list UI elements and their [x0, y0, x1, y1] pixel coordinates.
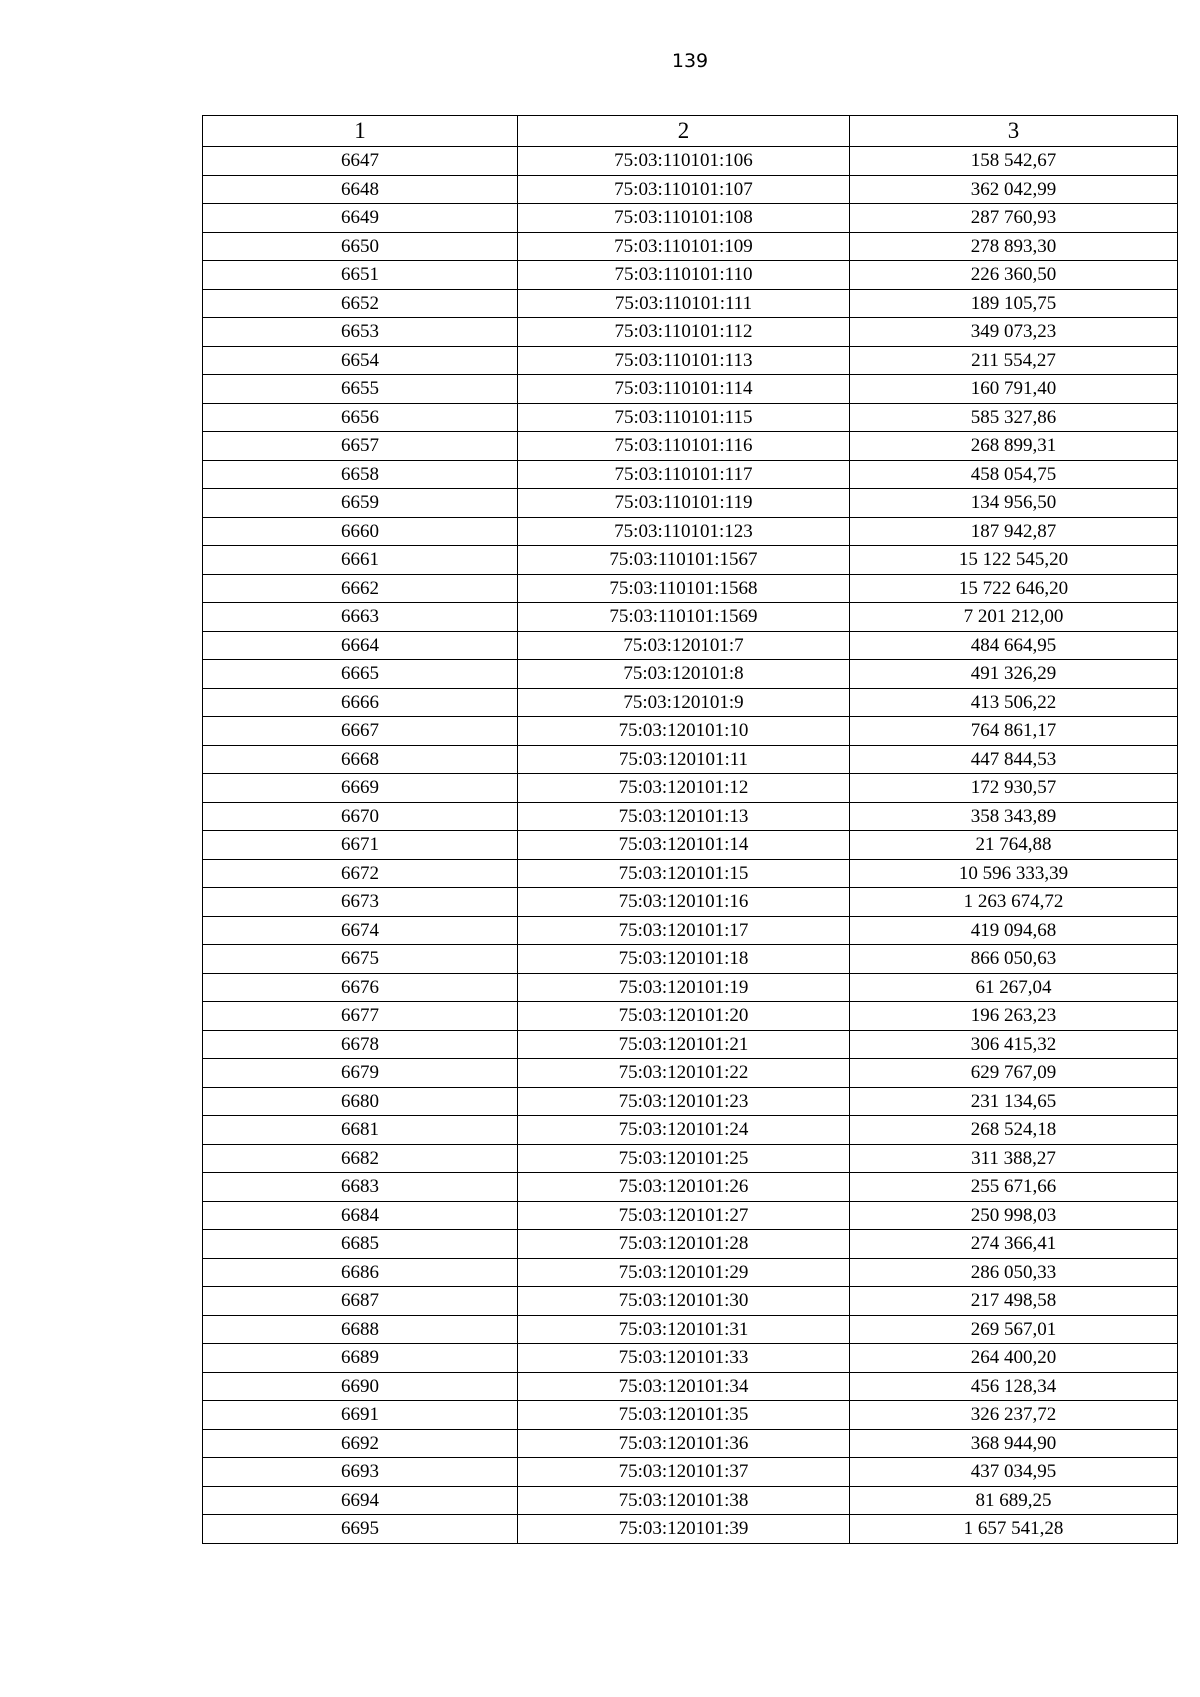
row-number-cell: 6656 [203, 403, 518, 432]
cadastral-number-cell: 75:03:120101:9 [518, 688, 850, 717]
table-row [203, 1002, 1178, 1031]
cadastral-number-cell: 75:03:110101:1569 [518, 603, 850, 632]
cadastral-value-cell: 189 105,75 [850, 289, 1178, 318]
table-row [203, 831, 1178, 860]
row-number-cell: 6676 [203, 973, 518, 1002]
cadastral-number-cell: 75:03:120101:12 [518, 774, 850, 803]
cadastral-value-cell: 196 263,23 [850, 1002, 1178, 1031]
cadastral-number-cell: 75:03:110101:112 [518, 318, 850, 347]
cadastral-value-cell: 61 267,04 [850, 973, 1178, 1002]
row-number-cell: 6682 [203, 1144, 518, 1173]
cadastral-number-cell: 75:03:120101:16 [518, 888, 850, 917]
cadastral-number-cell: 75:03:110101:123 [518, 517, 850, 546]
cadastral-number-cell: 75:03:120101:7 [518, 631, 850, 660]
cadastral-value-cell: 278 893,30 [850, 232, 1178, 261]
cadastral-number-cell: 75:03:120101:13 [518, 802, 850, 831]
cadastral-number-cell: 75:03:120101:28 [518, 1230, 850, 1259]
cadastral-number-cell: 75:03:120101:35 [518, 1401, 850, 1430]
table-row [203, 717, 1178, 746]
cadastral-value-cell: 368 944,90 [850, 1429, 1178, 1458]
row-number-cell: 6692 [203, 1429, 518, 1458]
table-row [203, 1258, 1178, 1287]
table-row [203, 745, 1178, 774]
table-header-row [203, 116, 1178, 147]
cadastral-value-cell: 413 506,22 [850, 688, 1178, 717]
table-row [203, 945, 1178, 974]
table-row [203, 1116, 1178, 1145]
row-number-cell: 6683 [203, 1173, 518, 1202]
table-row [203, 232, 1178, 261]
cadastral-value-cell: 255 671,66 [850, 1173, 1178, 1202]
cadastral-value-cell: 1 263 674,72 [850, 888, 1178, 917]
cadastral-value-cell: 437 034,95 [850, 1458, 1178, 1487]
table-row [203, 403, 1178, 432]
row-number-cell: 6688 [203, 1315, 518, 1344]
row-number-cell: 6650 [203, 232, 518, 261]
row-number-cell: 6655 [203, 375, 518, 404]
table-row [203, 489, 1178, 518]
table-row [203, 774, 1178, 803]
table-row [203, 1401, 1178, 1430]
row-number-cell: 6660 [203, 517, 518, 546]
row-number-cell: 6654 [203, 346, 518, 375]
cadastral-number-cell: 75:03:120101:10 [518, 717, 850, 746]
table-row [203, 973, 1178, 1002]
cadastral-value-cell: 306 415,32 [850, 1030, 1178, 1059]
cadastral-number-cell: 75:03:120101:33 [518, 1344, 850, 1373]
cadastral-number-cell: 75:03:120101:21 [518, 1030, 850, 1059]
table-row [203, 346, 1178, 375]
table-row [203, 859, 1178, 888]
cadastral-value-cell: 447 844,53 [850, 745, 1178, 774]
cadastral-value-cell: 15 722 646,20 [850, 574, 1178, 603]
cadastral-value-cell: 1 657 541,28 [850, 1515, 1178, 1544]
cadastral-value-cell: 264 400,20 [850, 1344, 1178, 1373]
cadastral-value-cell: 158 542,67 [850, 147, 1178, 176]
cadastral-value-cell: 172 930,57 [850, 774, 1178, 803]
row-number-cell: 6657 [203, 432, 518, 461]
cadastral-number-cell: 75:03:120101:20 [518, 1002, 850, 1031]
cadastral-value-cell: 269 567,01 [850, 1315, 1178, 1344]
table-row [203, 175, 1178, 204]
cadastral-number-cell: 75:03:110101:107 [518, 175, 850, 204]
cadastral-number-cell: 75:03:110101:1568 [518, 574, 850, 603]
cadastral-value-cell: 268 524,18 [850, 1116, 1178, 1145]
cadastral-number-cell: 75:03:110101:1567 [518, 546, 850, 575]
table-row [203, 660, 1178, 689]
table-row [203, 1059, 1178, 1088]
row-number-cell: 6658 [203, 460, 518, 489]
cadastral-value-cell: 419 094,68 [850, 916, 1178, 945]
table-row [203, 1030, 1178, 1059]
table-row [203, 1230, 1178, 1259]
cadastral-number-cell: 75:03:110101:108 [518, 204, 850, 233]
table-row [203, 1515, 1178, 1544]
cadastral-value-cell: 287 760,93 [850, 204, 1178, 233]
table-row [203, 1315, 1178, 1344]
cadastral-value-cell: 134 956,50 [850, 489, 1178, 518]
table-row [203, 1173, 1178, 1202]
cadastral-number-cell: 75:03:120101:39 [518, 1515, 850, 1544]
cadastral-value-cell: 268 899,31 [850, 432, 1178, 461]
column-header-2: 2 [518, 116, 850, 147]
table-row [203, 204, 1178, 233]
table-row [203, 517, 1178, 546]
table-row [203, 460, 1178, 489]
row-number-cell: 6693 [203, 1458, 518, 1487]
cadastral-value-cell: 286 050,33 [850, 1258, 1178, 1287]
table-row [203, 802, 1178, 831]
row-number-cell: 6664 [203, 631, 518, 660]
row-number-cell: 6694 [203, 1486, 518, 1515]
cadastral-number-cell: 75:03:120101:29 [518, 1258, 850, 1287]
cadastral-value-cell: 231 134,65 [850, 1087, 1178, 1116]
row-number-cell: 6684 [203, 1201, 518, 1230]
row-number-cell: 6691 [203, 1401, 518, 1430]
cadastral-number-cell: 75:03:110101:106 [518, 147, 850, 176]
cadastral-number-cell: 75:03:120101:34 [518, 1372, 850, 1401]
cadastral-value-cell: 250 998,03 [850, 1201, 1178, 1230]
table-row [203, 261, 1178, 290]
cadastral-number-cell: 75:03:120101:36 [518, 1429, 850, 1458]
cadastral-value-cell: 866 050,63 [850, 945, 1178, 974]
row-number-cell: 6685 [203, 1230, 518, 1259]
table-row [203, 375, 1178, 404]
page-number: 139 [671, 50, 709, 72]
cadastral-value-cell: 484 664,95 [850, 631, 1178, 660]
cadastral-number-cell: 75:03:110101:119 [518, 489, 850, 518]
row-number-cell: 6649 [203, 204, 518, 233]
cadastral-value-cell: 458 054,75 [850, 460, 1178, 489]
table-row [203, 1486, 1178, 1515]
row-number-cell: 6686 [203, 1258, 518, 1287]
table-row [203, 916, 1178, 945]
cadastral-number-cell: 75:03:110101:111 [518, 289, 850, 318]
row-number-cell: 6680 [203, 1087, 518, 1116]
row-number-cell: 6665 [203, 660, 518, 689]
row-number-cell: 6647 [203, 147, 518, 176]
row-number-cell: 6669 [203, 774, 518, 803]
cadastral-number-cell: 75:03:120101:37 [518, 1458, 850, 1487]
cadastral-number-cell: 75:03:110101:113 [518, 346, 850, 375]
cadastral-number-cell: 75:03:120101:17 [518, 916, 850, 945]
table-body [203, 147, 1178, 1544]
table-row [203, 1458, 1178, 1487]
cadastral-number-cell: 75:03:120101:22 [518, 1059, 850, 1088]
cadastral-number-cell: 75:03:110101:110 [518, 261, 850, 290]
cadastral-number-cell: 75:03:120101:23 [518, 1087, 850, 1116]
cadastral-value-table [202, 115, 1178, 1544]
cadastral-number-cell: 75:03:110101:117 [518, 460, 850, 489]
cadastral-number-cell: 75:03:120101:25 [518, 1144, 850, 1173]
row-number-cell: 6672 [203, 859, 518, 888]
row-number-cell: 6673 [203, 888, 518, 917]
table-row [203, 1087, 1178, 1116]
table-row [203, 289, 1178, 318]
row-number-cell: 6674 [203, 916, 518, 945]
cadastral-number-cell: 75:03:120101:30 [518, 1287, 850, 1316]
row-number-cell: 6690 [203, 1372, 518, 1401]
cadastral-value-cell: 274 366,41 [850, 1230, 1178, 1259]
cadastral-number-cell: 75:03:120101:18 [518, 945, 850, 974]
cadastral-number-cell: 75:03:120101:15 [518, 859, 850, 888]
cadastral-value-cell: 629 767,09 [850, 1059, 1178, 1088]
column-header-3: 3 [850, 116, 1178, 147]
table-row [203, 1144, 1178, 1173]
row-number-cell: 6667 [203, 717, 518, 746]
cadastral-number-cell: 75:03:120101:27 [518, 1201, 850, 1230]
cadastral-number-cell: 75:03:120101:11 [518, 745, 850, 774]
row-number-cell: 6648 [203, 175, 518, 204]
row-number-cell: 6651 [203, 261, 518, 290]
table-row [203, 1287, 1178, 1316]
row-number-cell: 6653 [203, 318, 518, 347]
row-number-cell: 6689 [203, 1344, 518, 1373]
cadastral-value-cell: 226 360,50 [850, 261, 1178, 290]
cadastral-number-cell: 75:03:110101:116 [518, 432, 850, 461]
cadastral-number-cell: 75:03:120101:38 [518, 1486, 850, 1515]
row-number-cell: 6687 [203, 1287, 518, 1316]
cadastral-value-cell: 456 128,34 [850, 1372, 1178, 1401]
row-number-cell: 6675 [203, 945, 518, 974]
table-row [203, 1344, 1178, 1373]
table-row [203, 574, 1178, 603]
cadastral-number-cell: 75:03:120101:14 [518, 831, 850, 860]
row-number-cell: 6666 [203, 688, 518, 717]
cadastral-number-cell: 75:03:120101:8 [518, 660, 850, 689]
cadastral-value-cell: 81 689,25 [850, 1486, 1178, 1515]
row-number-cell: 6652 [203, 289, 518, 318]
cadastral-value-cell: 764 861,17 [850, 717, 1178, 746]
cadastral-value-cell: 15 122 545,20 [850, 546, 1178, 575]
table-row [203, 1429, 1178, 1458]
row-number-cell: 6659 [203, 489, 518, 518]
cadastral-value-cell: 585 327,86 [850, 403, 1178, 432]
cadastral-value-cell: 311 388,27 [850, 1144, 1178, 1173]
row-number-cell: 6677 [203, 1002, 518, 1031]
cadastral-value-cell: 491 326,29 [850, 660, 1178, 689]
cadastral-number-cell: 75:03:110101:109 [518, 232, 850, 261]
table-row [203, 1201, 1178, 1230]
row-number-cell: 6679 [203, 1059, 518, 1088]
table-row [203, 631, 1178, 660]
row-number-cell: 6668 [203, 745, 518, 774]
row-number-cell: 6670 [203, 802, 518, 831]
cadastral-value-cell: 211 554,27 [850, 346, 1178, 375]
row-number-cell: 6695 [203, 1515, 518, 1544]
row-number-cell: 6663 [203, 603, 518, 632]
table-row [203, 318, 1178, 347]
cadastral-value-cell: 326 237,72 [850, 1401, 1178, 1430]
cadastral-number-cell: 75:03:120101:19 [518, 973, 850, 1002]
cadastral-value-cell: 160 791,40 [850, 375, 1178, 404]
cadastral-number-cell: 75:03:120101:24 [518, 1116, 850, 1145]
cadastral-value-cell: 187 942,87 [850, 517, 1178, 546]
table-row [203, 603, 1178, 632]
cadastral-number-cell: 75:03:120101:31 [518, 1315, 850, 1344]
cadastral-value-cell: 10 596 333,39 [850, 859, 1178, 888]
cadastral-value-cell: 21 764,88 [850, 831, 1178, 860]
cadastral-value-cell: 217 498,58 [850, 1287, 1178, 1316]
row-number-cell: 6678 [203, 1030, 518, 1059]
cadastral-number-cell: 75:03:110101:115 [518, 403, 850, 432]
cadastral-number-cell: 75:03:120101:26 [518, 1173, 850, 1202]
cadastral-value-cell: 362 042,99 [850, 175, 1178, 204]
row-number-cell: 6662 [203, 574, 518, 603]
table-row [203, 1372, 1178, 1401]
cadastral-value-cell: 349 073,23 [850, 318, 1178, 347]
table-row [203, 147, 1178, 176]
cadastral-value-cell: 358 343,89 [850, 802, 1178, 831]
table-row [203, 432, 1178, 461]
table-row [203, 546, 1178, 575]
cadastral-number-cell: 75:03:110101:114 [518, 375, 850, 404]
cadastral-value-cell: 7 201 212,00 [850, 603, 1178, 632]
row-number-cell: 6661 [203, 546, 518, 575]
table-row [203, 888, 1178, 917]
row-number-cell: 6681 [203, 1116, 518, 1145]
column-header-1: 1 [203, 116, 518, 147]
row-number-cell: 6671 [203, 831, 518, 860]
table-row [203, 688, 1178, 717]
